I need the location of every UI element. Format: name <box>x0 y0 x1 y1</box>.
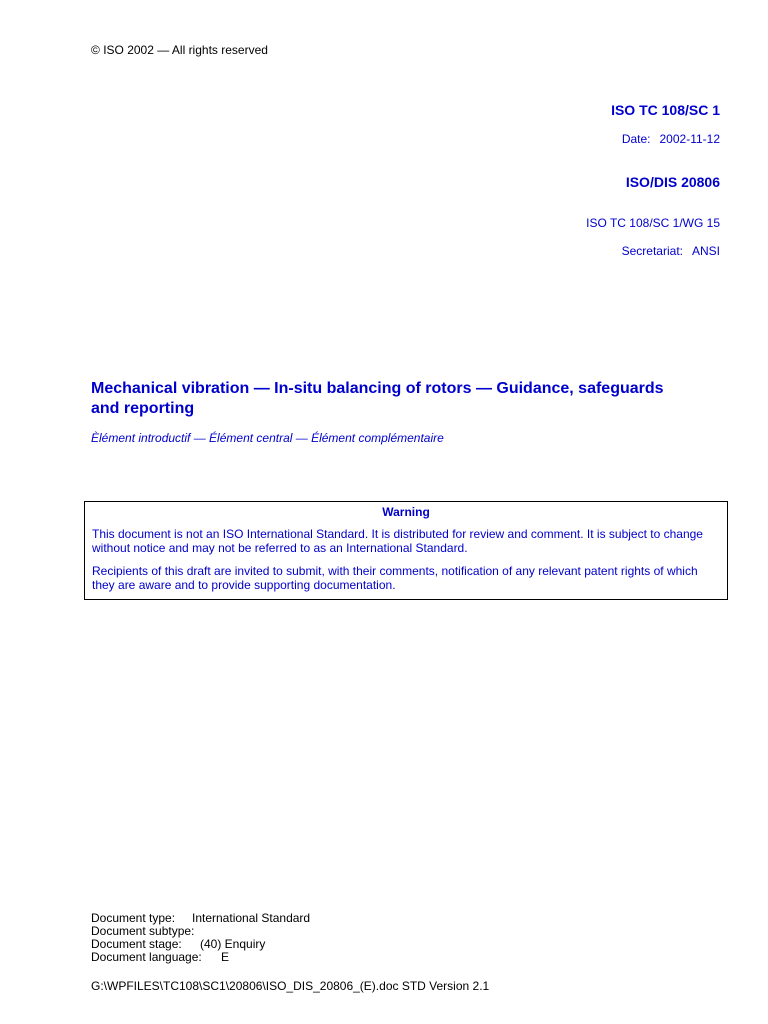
document-language-row <box>91 951 310 964</box>
document-type-label: Document type: <box>91 911 176 925</box>
secretariat-label: Secretariat: <box>621 244 683 258</box>
committee-reference: ISO TC 108/SC 1 <box>611 102 720 118</box>
secretariat-value: ANSI <box>691 244 720 258</box>
document-title: Mechanical vibration — In-situ balancing of rotors — Guidance, safeguards and reporting <box>91 380 664 417</box>
document-stage-value: (40) Enquiry <box>200 937 266 951</box>
document-number: ISO/DIS 20806 <box>625 174 720 190</box>
document-subtitle: Èlément introductif — Élément central — Élément complémentaire <box>91 431 444 445</box>
document-stage-label: Document stage: <box>91 937 182 951</box>
copyright-symbol: © <box>91 43 100 57</box>
copyright-text: ISO 2002 — All rights reserved <box>103 43 268 57</box>
warning-paragraph-2: Recipients of this draft are invited to submit, with their comments, notification of any relevant patent rights of which they are aware and to provide supporting documentation. <box>92 564 698 592</box>
document-info <box>91 912 310 964</box>
working-group: ISO TC 108/SC 1/WG 15 <box>586 216 720 230</box>
document-subtype-label: Document subtype: <box>91 924 195 938</box>
date-value: 2002-11-12 <box>659 132 720 146</box>
document-language-value: E <box>221 950 230 964</box>
document-date <box>622 132 720 146</box>
date-label: Date: <box>621 132 651 146</box>
warning-heading: Warning <box>382 505 430 519</box>
secretariat <box>622 244 720 258</box>
warning-box <box>84 501 728 600</box>
warning-paragraph-1: This document is not an ISO International Standard. It is distributed for review and comment. It is subject to change without notice and may not be referred to as an International Standard. <box>92 527 703 555</box>
document-type-value: International Standard <box>192 911 311 925</box>
copyright-line <box>91 43 268 57</box>
document-language-label: Document language: <box>91 950 202 964</box>
file-path: G:\WPFILES\TC108\SC1\20806\ISO_DIS_20806_(E).doc STD Version 2.1 <box>91 979 490 993</box>
